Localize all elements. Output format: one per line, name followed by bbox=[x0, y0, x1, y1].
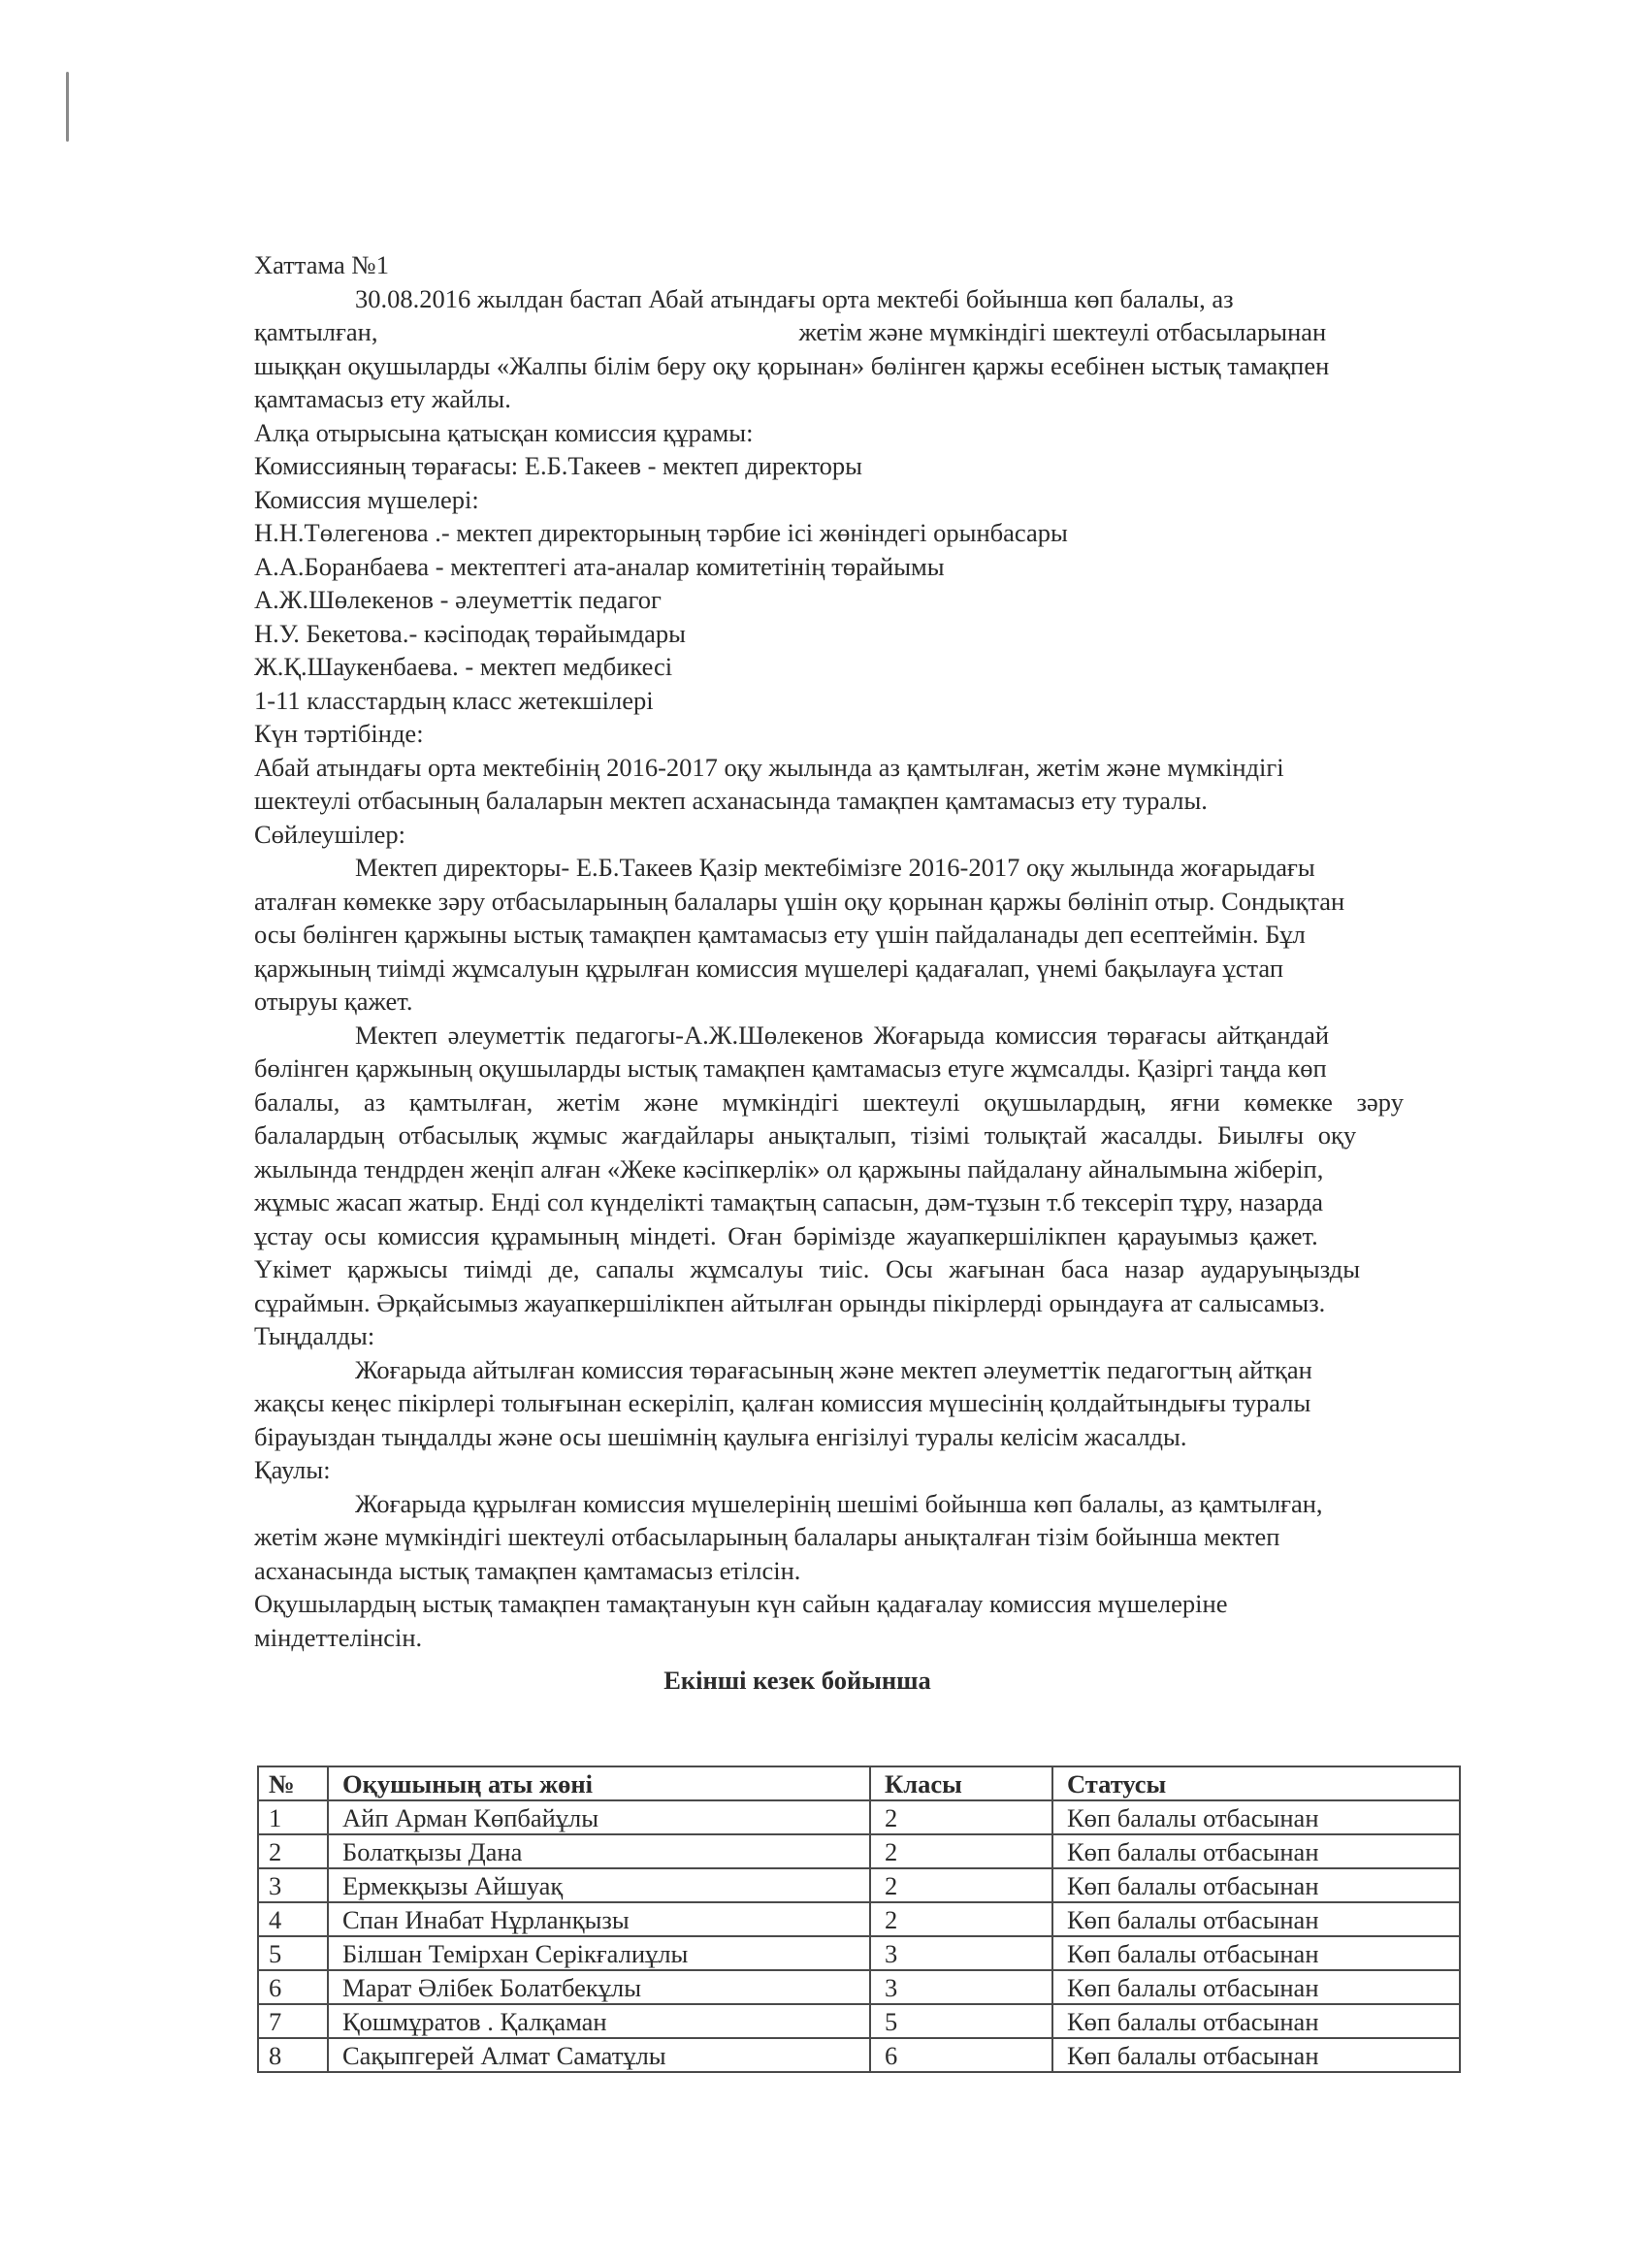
cell-name: Айп Арман Көпбайұлы bbox=[328, 1800, 870, 1834]
table-row bbox=[258, 2004, 1460, 2038]
cell-name: Спан Инабат Нұрланқызы bbox=[328, 1902, 870, 1936]
cell-status: Көп балалы отбасынан bbox=[1052, 1936, 1460, 1970]
heard-line: Жоғарыда айтылған комиссия төрағасының және мектеп әлеуметтік педагогтың айтқан bbox=[355, 1354, 1312, 1384]
cell-number: 7 bbox=[258, 2004, 328, 2038]
speech-line: Үкімет қаржысы тиімді де, сапалы жұмсалуы тиіс. Осы жағынан баса назар аударуыңызды bbox=[254, 1254, 1360, 1283]
agenda-line: Абай атындағы орта мектебінің 2016-2017 оқу жылында аз қамтылған, жетім және мүмкіндігі bbox=[254, 752, 1284, 782]
cell-name: Ермекқызы Айшуақ bbox=[328, 1868, 870, 1902]
table-row bbox=[258, 1970, 1460, 2004]
resolution-line: асханасында ыстық тамақпен қамтамасыз етілсін. bbox=[254, 1555, 801, 1585]
speech-line: аталған көмекке зәру отбасыларының балалары үшін оқу қорынан қаржы бөлініп отыр. Сондықтан bbox=[254, 886, 1345, 916]
cell-name: Қошмұратов . Қалқаман bbox=[328, 2004, 870, 2038]
cell-status: Көп балалы отбасынан bbox=[1052, 1902, 1460, 1936]
students-table bbox=[257, 1766, 1461, 2073]
cell-status: Көп балалы отбасынан bbox=[1052, 1834, 1460, 1868]
cell-class: 2 bbox=[870, 1868, 1052, 1902]
commission-chair: Комиссияның төрағасы: Е.Б.Такеев - мектеп директоры bbox=[254, 451, 862, 480]
cell-class: 3 bbox=[870, 1936, 1052, 1970]
cell-status: Көп балалы отбасынан bbox=[1052, 1868, 1460, 1902]
cell-number: 4 bbox=[258, 1902, 328, 1936]
cell-class: 5 bbox=[870, 2004, 1052, 2038]
cell-number: 1 bbox=[258, 1800, 328, 1834]
speech-line: отыруы қажет. bbox=[254, 987, 413, 1016]
table-header-row bbox=[258, 1766, 1460, 1800]
intro-line: қамтылған, жетім және мүмкіндігі шектеулі отбасыларынан bbox=[254, 317, 1327, 346]
member-item: Н.Н.Төлегенова .- мектеп директорының тәрбие ісі жөніндегі орынбасары bbox=[254, 518, 1068, 547]
cell-class: 2 bbox=[870, 1834, 1052, 1868]
table-title: Екінші кезек бойынша bbox=[663, 1666, 931, 1695]
cell-number: 3 bbox=[258, 1868, 328, 1902]
resolution-line: жетім және мүмкіндігі шектеулі отбасыларының балалары анықталған тізім бойынша мектеп bbox=[254, 1522, 1280, 1551]
heard-heading: Тыңдалды: bbox=[254, 1321, 375, 1350]
speech-line: қаржының тиімді жұмсалуын құрылған комиссия мүшелері қадағалап, үнемі бақылауға ұстап bbox=[254, 953, 1283, 983]
table-row bbox=[258, 1936, 1460, 1970]
resolution-line: Жоғарыда құрылған комиссия мүшелерінің шешімі бойынша көп балалы, аз қамтылған, bbox=[355, 1488, 1323, 1518]
table-row bbox=[258, 1834, 1460, 1868]
speech-line: балалы, аз қамтылған, жетім және мүмкіндігі шектеулі оқушылардың, яғни көмекке зәру bbox=[254, 1086, 1404, 1117]
agenda-heading: Күн тәртібінде: bbox=[254, 719, 424, 748]
cell-number: 6 bbox=[258, 1970, 328, 2004]
resolution-line: міндеттелінсін. bbox=[254, 1622, 423, 1652]
table-row bbox=[258, 1868, 1460, 1902]
intro-line: қамтамасыз ету жайлы. bbox=[254, 384, 511, 413]
resolution-heading: Қаулы: bbox=[254, 1455, 331, 1484]
heard-line: бірауыздан тыңдалды және осы шешімнің қаулыға енгізілуі туралы келісім жасалды. bbox=[254, 1421, 1187, 1451]
member-item: А.Ж.Шөлекенов - әлеуметтік педагог bbox=[254, 585, 662, 614]
intro-line: шыққан оқушыларды «Жалпы білім беру оқу қорынан» бөлінген қаржы есебінен ыстық тамақпен bbox=[254, 350, 1330, 380]
speech-line: балалардың отбасылық жұмыс жағдайлары анықталып, тізімі толықтай жасалды. Биылғы оқу bbox=[254, 1120, 1357, 1150]
column-header-status: Статусы bbox=[1052, 1766, 1460, 1800]
cell-name: Болатқызы Дана bbox=[328, 1834, 870, 1868]
cell-name: Марат Әлібек Болатбекұлы bbox=[328, 1970, 870, 2004]
cell-class: 6 bbox=[870, 2038, 1052, 2072]
cell-class: 2 bbox=[870, 1902, 1052, 1936]
speakers-heading: Сөйлеушілер: bbox=[254, 819, 406, 849]
resolution-line: Оқушылардың ыстық тамақпен тамақтануын күн сайын қадағалау комиссия мүшелеріне bbox=[254, 1589, 1228, 1618]
speech-line: бөлінген қаржының оқушыларды ыстық тамақпен қамтамасыз етуге жұмсалды. Қазіргі таңда көп bbox=[254, 1053, 1327, 1083]
commission-heading: Алқа отырысына қатысқан комиссия құрамы: bbox=[254, 417, 754, 447]
member-item: 1-11 класстардың класс жетекшілері bbox=[254, 685, 654, 715]
agenda-line: шектеулі отбасының балаларын мектеп асханасында тамақпен қамтамасыз ету туралы. bbox=[254, 786, 1208, 815]
heard-line: жақсы кеңес пікірлері толығынан ескеріліп, қалған комиссия мүшесінің қолдайтындығы туралы bbox=[254, 1388, 1311, 1417]
member-item: Н.У. Бекетова.- кәсіподақ төрайымдары bbox=[254, 618, 686, 648]
scan-artifact-mark bbox=[66, 72, 69, 142]
cell-number: 2 bbox=[258, 1834, 328, 1868]
cell-number: 5 bbox=[258, 1936, 328, 1970]
member-item: Ж.Қ.Шаукенбаева. - мектеп медбикесі bbox=[254, 652, 673, 681]
document-title: Хаттама №1 bbox=[254, 250, 389, 279]
column-header-name: Оқушының аты жөні bbox=[328, 1766, 870, 1800]
column-header-class: Класы bbox=[870, 1766, 1052, 1800]
cell-number: 8 bbox=[258, 2038, 328, 2072]
speech-line: сұраймын. Әрқайсымыз жауапкершілікпен айтылған орынды пікірлерді орындауға ат салысамыз. bbox=[254, 1287, 1326, 1317]
speech-line: Мектеп директоры- Е.Б.Такеев Қазір мектебімізге 2016-2017 оқу жылында жоғарыдағы bbox=[355, 853, 1315, 882]
intro-line: 30.08.2016 жылдан бастап Абай атындағы орта мектебі бойынша көп балалы, аз bbox=[355, 283, 1234, 313]
speech-line: осы бөлінген қаржыны ыстық тамақпен қамтамасыз ету үшін пайдаланады деп есептеймін. Бұл bbox=[254, 920, 1306, 949]
cell-status: Көп балалы отбасынан bbox=[1052, 2004, 1460, 2038]
speech-line: жұмыс жасап жатыр. Енді сол күнделікті тамақтың сапасын, дәм-тұзын т.б тексеріп тұру, назарда bbox=[254, 1187, 1324, 1216]
table-row bbox=[258, 1902, 1460, 1936]
table-row bbox=[258, 2038, 1460, 2072]
cell-status: Көп балалы отбасынан bbox=[1052, 1970, 1460, 2004]
cell-class: 3 bbox=[870, 1970, 1052, 2004]
table-row bbox=[258, 1800, 1460, 1834]
cell-status: Көп балалы отбасынан bbox=[1052, 1800, 1460, 1834]
cell-class: 2 bbox=[870, 1800, 1052, 1834]
cell-status: Көп балалы отбасынан bbox=[1052, 2038, 1460, 2072]
speech-line: ұстау осы комиссия құрамының міндеті. Оған бәрімізде жауапкершілікпен қарауымыз қажет. bbox=[254, 1220, 1318, 1250]
member-item: А.А.Боранбаева - мектептегі ата-аналар комитетінің төрайымы bbox=[254, 551, 945, 581]
speech-line: Мектеп әлеуметтік педагогы-А.Ж.Шөлекенов Жоғарыда комиссия төрағасы айтқандай bbox=[355, 1020, 1330, 1050]
cell-name: Сақыпгерей Алмат Саматұлы bbox=[328, 2038, 870, 2072]
speech-line: жылында тендрден жеңіп алған «Жеке кәсіпкерлік» ол қаржыны пайдалану айналымына жіберіп, bbox=[254, 1153, 1324, 1183]
cell-name: Білшан Темірхан Серікғалиұлы bbox=[328, 1936, 870, 1970]
members-heading: Комиссия мүшелері: bbox=[254, 484, 479, 514]
document-page bbox=[254, 248, 1486, 1698]
column-header-number: № bbox=[258, 1766, 328, 1800]
